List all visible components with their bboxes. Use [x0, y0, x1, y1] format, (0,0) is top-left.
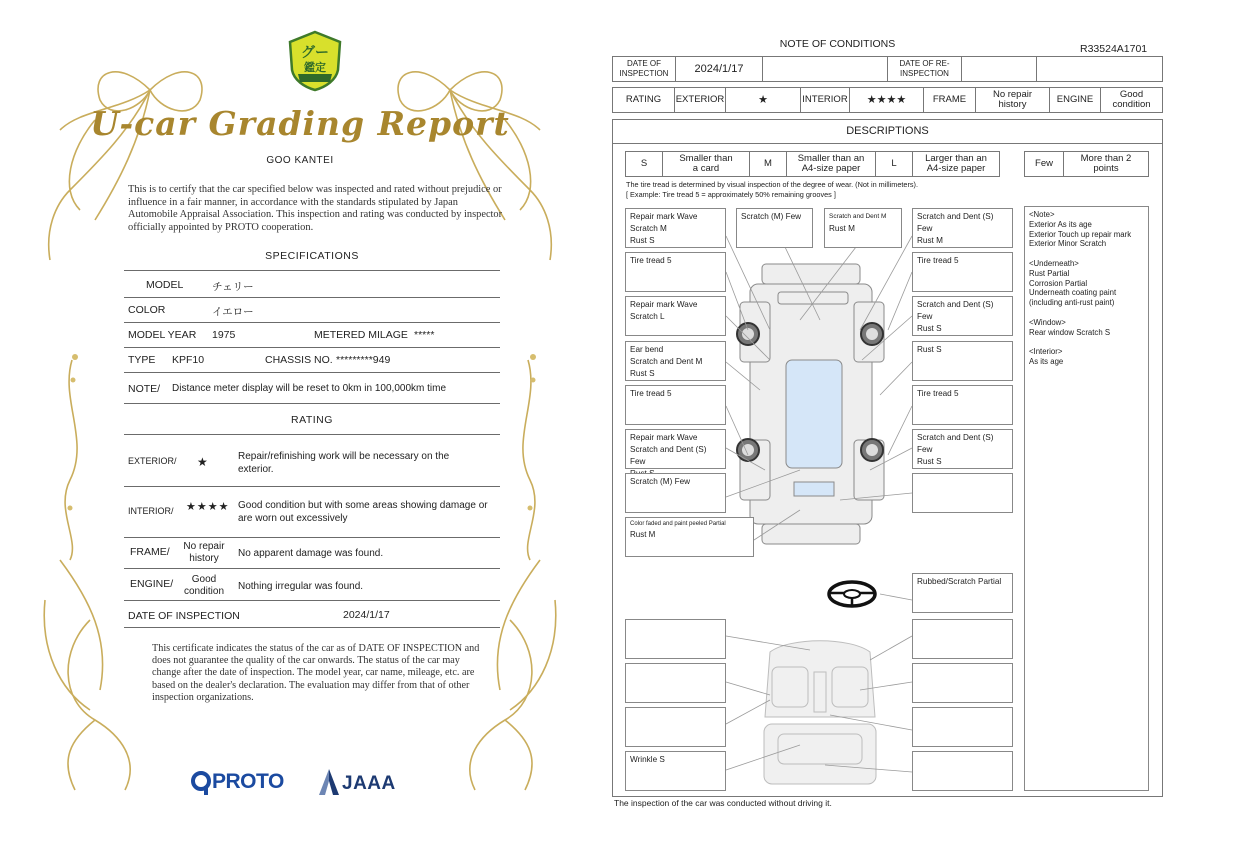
legend-code-l: L [875, 151, 913, 177]
date-of-inspection-label: DATE OF INSPECTION [128, 610, 240, 622]
exterior-stars: ★ [197, 455, 208, 469]
damage-box [625, 385, 726, 425]
legend-desc-m: Smaller than an A4-size paper [786, 151, 876, 177]
damage-text: Rust M [917, 236, 943, 245]
damage-text: Repair mark Wave [630, 300, 698, 309]
damage-box [625, 252, 726, 292]
divider [124, 347, 500, 348]
date-of-inspection-value: 2024/1/17 [675, 56, 763, 82]
damage-text: Scratch M [630, 224, 667, 233]
damage-text: Scratch (M) Few [741, 212, 802, 221]
damage-text: Repair mark Wave [630, 212, 698, 221]
legend-code-s: S [625, 151, 663, 177]
note-line: Rust Partial [1029, 268, 1070, 278]
damage-text: Rust S [917, 457, 942, 466]
damage-box [912, 385, 1013, 425]
damage-text: Rubbed/Scratch Partial [917, 577, 1002, 586]
damage-box [625, 208, 726, 248]
certificate-subtitle: GOO KANTEI [266, 155, 334, 166]
reference-number: R33524A1701 [1080, 43, 1148, 55]
note-line: Exterior Minor Scratch [1029, 239, 1107, 249]
tire-note-line: [ Example: Tire tread 5 = approximately 50% remaining grooves ] [626, 189, 836, 199]
frame-label: FRAME [923, 87, 976, 113]
interior-label: INTERIOR/ [128, 506, 174, 516]
divider [124, 568, 500, 569]
note-line: (including anti-rust paint) [1029, 298, 1115, 308]
note-line: Underneath coating paint [1029, 288, 1117, 298]
divider [124, 270, 500, 271]
interior-stars: ★★★★ [186, 501, 230, 513]
certificate-title: U-car Grading Report [90, 104, 510, 143]
note-line: Corrosion Partial [1029, 278, 1088, 288]
frame-description: No apparent damage was found. [238, 548, 384, 559]
chassis-label: CHASSIS NO. [265, 354, 333, 366]
damage-box [625, 517, 754, 557]
damage-box [625, 296, 726, 336]
proto-logo-icon [190, 770, 212, 796]
damage-text: Scratch and Dent (S) Few [917, 433, 994, 454]
conditions-title: NOTE OF CONDITIONS [779, 38, 896, 50]
damage-text: Scratch L [630, 312, 665, 321]
model-year-value: 1975 [212, 329, 236, 341]
damage-text: Scratch (M) Few [630, 477, 691, 486]
proto-logo-text: PROTO [212, 770, 284, 793]
interior-label: INTERIOR [800, 87, 850, 113]
svg-text:鑑定: 鑑定 [304, 61, 326, 74]
car-exterior-diagram [720, 262, 900, 548]
frame-value: No repair history [975, 87, 1050, 113]
note-value: Distance meter display will be reset to 0km in 100,000km time [172, 383, 447, 394]
damage-box [912, 341, 1013, 381]
note-line: <Underneath> [1029, 258, 1079, 268]
blank-cell [762, 56, 888, 82]
damage-text: Rust S [630, 236, 655, 245]
exterior-description: Repair/refinishing work will be necessary on the exterior. [238, 451, 450, 475]
interior-description: Good condition but with some areas showing damage or are worn out excessively [238, 500, 488, 524]
divider [124, 434, 500, 435]
note-spacer [1029, 249, 1144, 259]
certificate-disclaimer: This certificate indicates the status of the car as of DATE OF INSPECTION and does not guarantee the quality of the car onwards. The status of the car may change after the date of inspection. The model year, car name, mileage, etc. are based on the dealer's declaration. The evaluation may differ from that of other inspection organizations. [152, 643, 480, 703]
svg-text:グー: グー [301, 45, 329, 61]
damage-text: Tire tread 5 [917, 256, 959, 265]
note-spacer [1029, 308, 1144, 318]
divider [124, 627, 500, 628]
reinspection-date-value [961, 56, 1037, 82]
damage-box [912, 473, 1013, 513]
legend-desc-few: More than 2 points [1063, 151, 1149, 177]
damage-text: Ear bend [630, 345, 664, 354]
goo-kantei-badge-icon [286, 30, 344, 92]
car-interior-diagram [750, 632, 890, 797]
damage-text: Rust S [630, 369, 655, 378]
jaaa-logo-text: JAAA [342, 773, 396, 794]
damage-text: Color faded and paint peeled Partial [630, 521, 726, 527]
specifications-heading: SPECIFICATIONS [265, 250, 359, 262]
damage-box [912, 429, 1013, 469]
model-label: MODEL [146, 279, 184, 291]
chassis-value: *********949 [336, 354, 391, 366]
rating-heading: RATING [291, 414, 333, 426]
engine-value: Good condition [183, 574, 225, 597]
damage-box [736, 208, 813, 248]
damage-box [912, 751, 1013, 791]
engine-label: ENGINE/ [130, 578, 174, 590]
exterior-label: EXTERIOR/ [128, 456, 177, 466]
note-of-conditions [600, 0, 1200, 848]
damage-text: Rust S [917, 345, 942, 354]
model-value: チェリー [212, 281, 254, 293]
color-value: イエロー [212, 306, 254, 318]
damage-box [625, 663, 726, 703]
tire-tread-note [626, 180, 918, 199]
metered-mileage-label: METERED MILAGE [314, 329, 408, 341]
frame-value: No repair history [183, 541, 225, 564]
date-of-inspection-value: 2024/1/17 [343, 609, 390, 621]
note-label: NOTE/ [128, 383, 161, 395]
legend-code-m: M [749, 151, 787, 177]
engine-value: Good condition [1100, 87, 1163, 113]
note-line: <Window> [1029, 317, 1066, 327]
note-line: Exterior As its age [1029, 219, 1092, 229]
damage-text: Rust M [630, 530, 656, 539]
divider [124, 537, 500, 538]
interior-stars: ★★★★ [849, 87, 924, 113]
damage-box [912, 619, 1013, 659]
type-value: KPF10 [172, 354, 205, 366]
frame-label: FRAME/ [130, 546, 170, 558]
damage-text: Scratch and Dent M [630, 357, 703, 366]
note-line: As its age [1029, 356, 1064, 366]
conditions-footer: The inspection of the car was conducted without driving it. [614, 798, 832, 808]
divider [124, 600, 500, 601]
grading-certificate [0, 0, 600, 848]
damage-box [824, 208, 902, 248]
damage-box [625, 341, 726, 381]
damage-box [912, 208, 1013, 248]
divider [124, 372, 500, 373]
damage-text: Repair mark Wave [630, 433, 698, 442]
color-label: COLOR [128, 304, 166, 316]
damage-text: Wrinkle S [630, 755, 665, 764]
damage-box [912, 296, 1013, 336]
divider [124, 403, 500, 404]
damage-box [625, 751, 726, 791]
damage-text: Rust M [829, 224, 855, 233]
legend-desc-s: Smaller than a card [662, 151, 750, 177]
damage-text: Scratch and Dent M [829, 213, 887, 220]
damage-text: Tire tread 5 [630, 256, 672, 265]
exterior-stars: ★ [725, 87, 801, 113]
model-year-label: MODEL YEAR [128, 329, 197, 341]
engine-label: ENGINE [1049, 87, 1101, 113]
notes-column [1024, 206, 1149, 791]
tire-note-line: The tire tread is determined by visual inspection of the degree of wear. (Not in millimeters). [626, 180, 919, 189]
date-of-inspection-label: DATE OF INSPECTION [612, 56, 676, 82]
blank-cell [1036, 56, 1163, 82]
note-line: Rear window Scratch S [1029, 327, 1111, 337]
damage-text: Scratch and Dent (S) Few [630, 445, 707, 466]
damage-text: Tire tread 5 [917, 389, 959, 398]
engine-description: Nothing irregular was found. [238, 581, 364, 592]
exterior-label: EXTERIOR [674, 87, 726, 113]
damage-box [625, 473, 726, 513]
damage-text: Rust S [917, 324, 942, 333]
divider [124, 322, 500, 323]
damage-box [912, 573, 1013, 613]
steering-wheel-icon [826, 579, 878, 609]
damage-text: Tire tread 5 [630, 389, 672, 398]
legend-desc-l: Larger than an A4-size paper [912, 151, 1000, 177]
note-line: Exterior Touch up repair mark [1029, 229, 1132, 239]
certificate-intro: This is to certify that the car specified below was inspected and rated without prejudice or influence in a fair manner, in accordance with the standards stipulated by Japan Automobile Appraisal Association. This inspection and rating was conducted by inspector officially appointed by PROTO cooperation. [128, 184, 503, 233]
damage-text: Scratch and Dent (S) Few [917, 212, 994, 233]
note-spacer [1029, 337, 1144, 347]
rating-label: RATING [612, 87, 675, 113]
note-line: <Note> [1029, 210, 1055, 219]
type-label: TYPE [128, 354, 156, 366]
damage-box [912, 707, 1013, 747]
metered-mileage-value: ***** [414, 329, 435, 341]
divider [124, 486, 500, 487]
damage-box [625, 619, 726, 659]
descriptions-heading: DESCRIPTIONS [612, 119, 1163, 144]
damage-text: Scratch and Dent (S) Few [917, 300, 994, 321]
damage-box [912, 252, 1013, 292]
divider [124, 297, 500, 298]
jaaa-logo-icon [318, 768, 340, 796]
damage-box [625, 707, 726, 747]
note-line: <Interior> [1029, 347, 1063, 357]
damage-box [912, 663, 1013, 703]
legend-code-few: Few [1024, 151, 1064, 177]
date-of-reinspection-label: DATE OF RE-INSPECTION [887, 56, 962, 82]
damage-box [625, 429, 726, 469]
